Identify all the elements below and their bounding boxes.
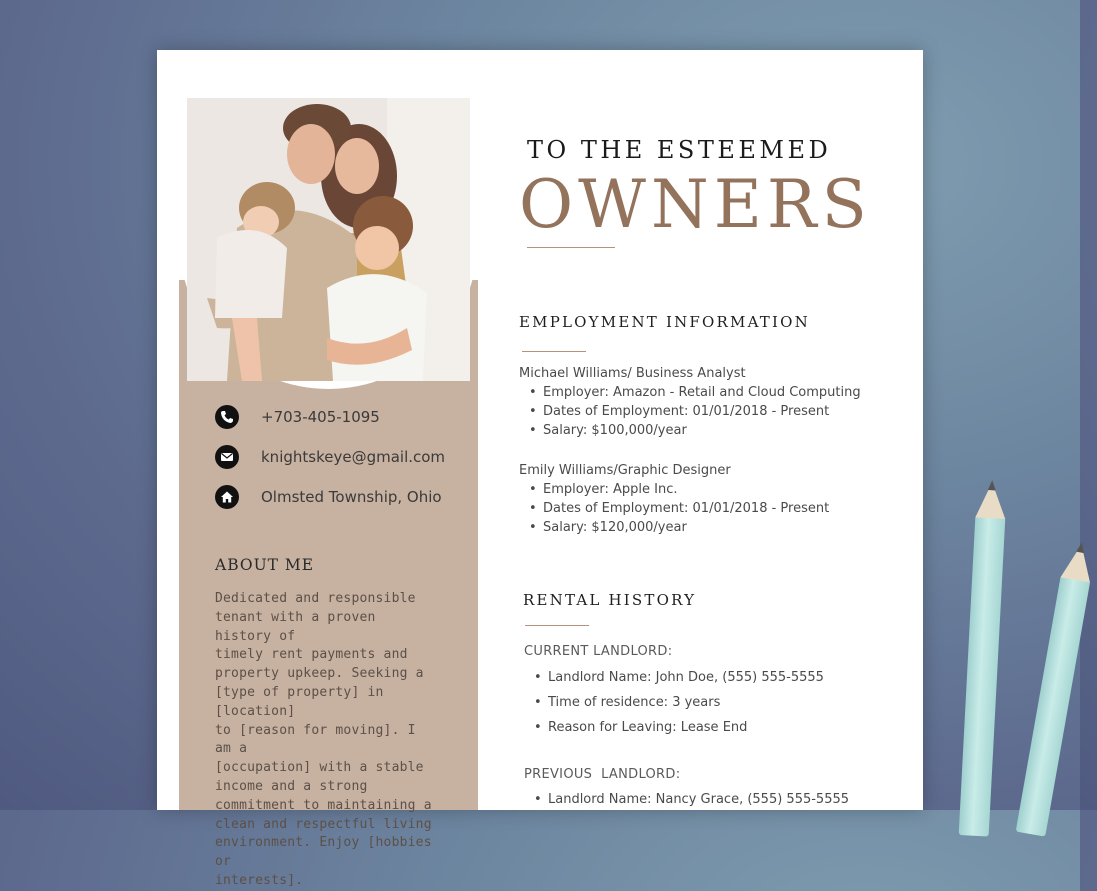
employee-name: Michael Williams/ Business Analyst xyxy=(519,366,746,381)
current-landlord-label: CURRENT LANDLORD: xyxy=(524,644,673,659)
about-heading: ABOUT ME xyxy=(215,556,315,574)
about-text: Dedicated and responsible tenant with a proven history of timely rent payments and property upkeep. Seeking a [type of property] in [location] to [reason for moving]. I am a [occupation] with a stable income and a strong commitment to maintaining a clean and respectful living environment. Enjoy [hobbies or interests]. xyxy=(215,591,432,888)
pencil-left xyxy=(959,515,1006,836)
employee-detail: • Employer: Apple Inc. xyxy=(543,482,678,497)
title-line-1: TO THE ESTEEMED xyxy=(527,136,832,164)
email-text: knightskeye@gmail.com xyxy=(261,448,446,466)
pencil-right xyxy=(1016,575,1091,836)
previous-landlord-label: PREVIOUS LANDLORD: xyxy=(524,767,681,782)
contact-phone[interactable] xyxy=(215,405,380,429)
rental-divider xyxy=(525,625,589,626)
contact-location xyxy=(215,485,442,509)
employee-detail: • Dates of Employment: 01/01/2018 - Present xyxy=(543,501,829,516)
employee-detail: • Salary: $120,000/year xyxy=(543,520,687,535)
current-landlord-detail: • Reason for Leaving: Lease End xyxy=(548,720,747,735)
family-photo xyxy=(187,98,470,381)
phone-icon xyxy=(215,405,239,429)
title-divider xyxy=(527,247,615,248)
employment-heading: EMPLOYMENT INFORMATION xyxy=(519,313,810,331)
employment-divider xyxy=(522,351,586,352)
employee-detail: • Salary: $100,000/year xyxy=(543,423,687,438)
previous-landlord-detail: • Landlord Name: Nancy Grace, (555) 555-5555 xyxy=(548,792,849,807)
current-landlord-detail: • Time of residence: 3 years xyxy=(548,695,720,710)
resume-page xyxy=(157,50,923,888)
employee-detail: • Dates of Employment: 01/01/2018 - Present xyxy=(543,404,829,419)
title-line-2: OWNERS xyxy=(519,166,872,243)
current-landlord-detail: • Landlord Name: John Doe, (555) 555-5555 xyxy=(548,670,824,685)
location-text: Olmsted Township, Ohio xyxy=(261,488,442,506)
phone-text: +703-405-1095 xyxy=(261,408,380,426)
home-icon xyxy=(215,485,239,509)
employee-detail: • Employer: Amazon - Retail and Cloud Computing xyxy=(543,385,861,400)
email-icon xyxy=(215,445,239,469)
employee-name: Emily Williams/Graphic Designer xyxy=(519,463,731,478)
contact-email[interactable] xyxy=(215,445,445,469)
rental-heading: RENTAL HISTORY xyxy=(523,591,697,609)
